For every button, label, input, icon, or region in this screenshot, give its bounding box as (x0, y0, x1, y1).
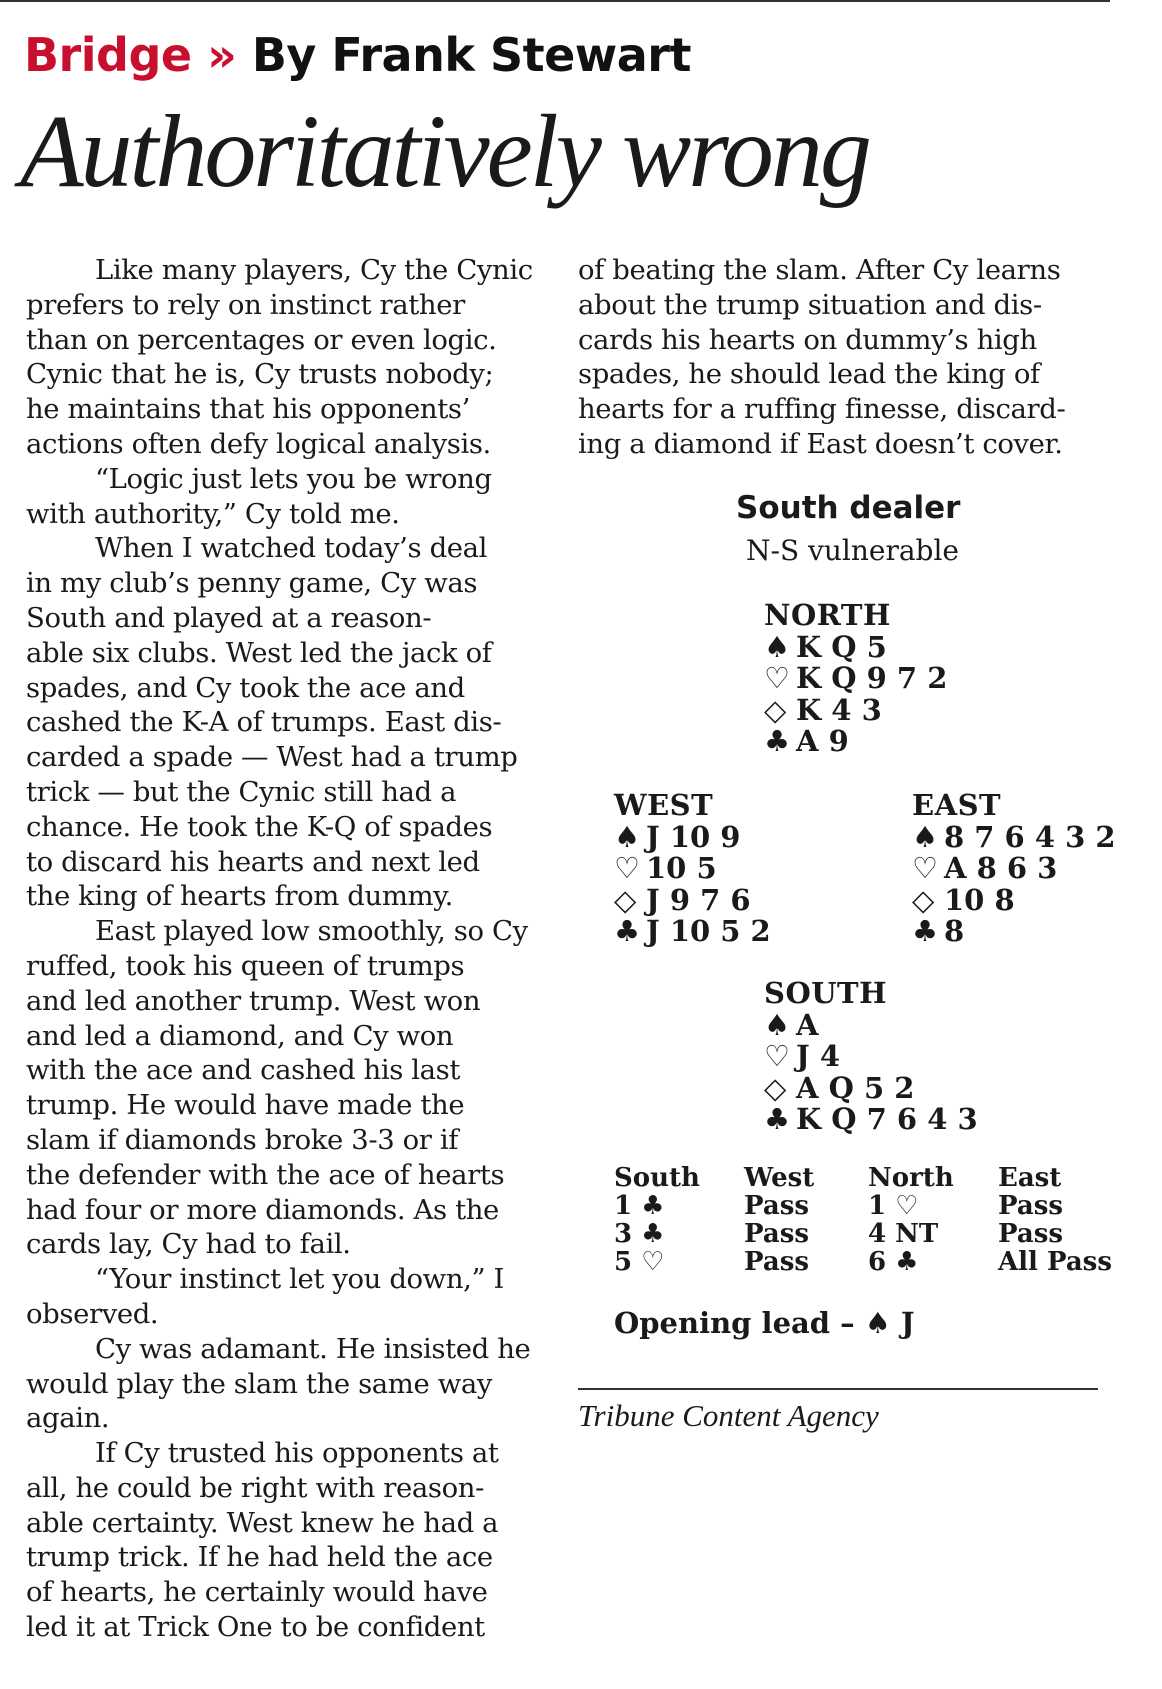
auction-header: West (744, 1163, 815, 1193)
byline: By Frank Stewart (251, 28, 691, 82)
hand-label: EAST (912, 788, 1002, 822)
article-line: would play the slam the same way (26, 1367, 492, 1400)
suit-diamonds: ◇ A Q 5 2 (764, 1070, 915, 1105)
vulnerability-label: N-S vulnerable (746, 534, 959, 567)
article-column-right (578, 253, 1098, 462)
article-line: ruffed, took his queen of trumps (26, 949, 465, 982)
suit-hearts: ♡ A 8 6 3 (912, 851, 1058, 885)
article-line: slam if diamonds broke 3-3 or if (26, 1123, 459, 1156)
heart-icon: ♡ (764, 661, 790, 695)
suit-diamonds: ◇ J 9 7 6 (614, 882, 751, 917)
headline: Authoritatively wrong (20, 94, 869, 209)
auction-header: North (868, 1163, 954, 1193)
article-line: of beating the slam. After Cy learns (578, 254, 1061, 286)
article-line: to discard his hearts and next led (26, 845, 480, 878)
diamond-icon: ◇ (764, 692, 787, 727)
article-line: spades, he should lead the king of (578, 358, 1040, 391)
article-line: with the ace and cashed his last (26, 1054, 461, 1087)
auction-call: 6 ♣ (868, 1247, 919, 1277)
suit-spades: ♠ K Q 5 (764, 629, 887, 664)
suit-spades: ♠ J 10 9 (614, 819, 741, 854)
suit-hearts: ♡ 10 5 (614, 851, 717, 885)
hand-east (912, 790, 1116, 948)
suit-hearts: ♡ J 4 (764, 1039, 840, 1073)
article-line: led it at Trick One to be confident (26, 1611, 485, 1644)
suit-spades: ♠ A (764, 1007, 819, 1042)
article-line: East played low smoothly, so Cy (95, 915, 528, 948)
auction-call: 4 NT (868, 1219, 939, 1249)
suit-diamonds: ◇ 10 8 (912, 882, 1015, 917)
article-line: about the trump situation and dis- (578, 288, 1042, 321)
article-line: and led a diamond, and Cy won (26, 1019, 454, 1052)
auction-call: Pass (744, 1191, 809, 1221)
top-rule (0, 0, 1110, 2)
article-line: trick — but the Cynic still had a (26, 775, 457, 808)
suit-clubs: ♣ J 10 5 2 (614, 914, 771, 948)
opening-lead: Opening lead – ♠ J (614, 1306, 915, 1340)
article-line: all, he could be right with reason- (26, 1471, 484, 1504)
article-line: actions often defy logical analysis. (26, 427, 491, 460)
suit-clubs: ♣ K Q 7 6 4 3 (764, 1102, 978, 1136)
article-line: South and played at a reason- (26, 601, 432, 634)
article-line: When I watched today’s deal (95, 532, 488, 565)
auction-call: 5 ♡ (614, 1247, 665, 1277)
auction-call: Pass (744, 1247, 809, 1277)
spade-icon: ♠ (764, 629, 790, 664)
divider (578, 1388, 1098, 1390)
heart-icon: ♡ (614, 851, 640, 885)
auction-header: South (614, 1163, 700, 1193)
hand-south (764, 978, 978, 1136)
article-line: he maintains that his opponents’ (26, 393, 470, 426)
article-column-left (26, 253, 551, 1645)
article-line: ing a diamond if East doesn’t cover. (578, 427, 1063, 460)
section-name: Bridge (24, 28, 192, 82)
heart-icon: ♡ (764, 1039, 790, 1073)
article-line: Like many players, Cy the Cynic (95, 254, 533, 286)
auction-column-south (614, 1164, 700, 1276)
article-line: again. (26, 1402, 110, 1435)
spade-icon: ♠ (912, 819, 938, 854)
auction-header: East (998, 1163, 1062, 1193)
hand-label: NORTH (764, 598, 891, 632)
article-line: hearts for a ruffing finesse, discard- (578, 393, 1066, 426)
diamond-icon: ◇ (764, 1070, 787, 1105)
auction-column-north (868, 1164, 954, 1276)
auction-call: Pass (998, 1191, 1063, 1221)
article-line: trump trick. If he had held the ace (26, 1541, 493, 1574)
club-icon: ♣ (912, 914, 938, 948)
article-line: chance. He took the K-Q of spades (26, 810, 493, 843)
article-line: than on percentages or even logic. (26, 323, 497, 356)
spade-icon: ♠ (614, 819, 640, 854)
spade-icon: ♠ (764, 1007, 790, 1042)
article-line: the defender with the ace of hearts (26, 1158, 505, 1191)
article-line: cards his hearts on dummy’s high (578, 323, 1037, 356)
auction-column-west (744, 1164, 814, 1276)
credit-line: Tribune Content Agency (578, 1398, 879, 1433)
diamond-icon: ◇ (614, 882, 637, 917)
article-line: able certainty. West knew he had a (26, 1506, 499, 1539)
article-line: cashed the K-A of trumps. East dis- (26, 706, 502, 739)
article-line: had four or more diamonds. As the (26, 1193, 499, 1226)
article-line: observed. (26, 1297, 159, 1330)
article-line: cards lay, Cy had to fail. (26, 1228, 351, 1261)
auction-call: 1 ♣ (614, 1191, 665, 1221)
hand-label: SOUTH (764, 976, 887, 1010)
auction-call: 3 ♣ (614, 1219, 665, 1249)
article-line: carded a spade — West had a trump (26, 741, 518, 774)
auction-call: Pass (998, 1219, 1063, 1249)
article-line: prefers to rely on instinct rather (26, 288, 465, 321)
article-line: with authority,” Cy told me. (26, 497, 400, 530)
article-line: spades, and Cy took the ace and (26, 671, 465, 704)
article-line: “Your instinct let you down,” I (95, 1263, 504, 1296)
dealer-label: South dealer (736, 490, 961, 526)
hand-label: WEST (614, 788, 714, 822)
article-line: trump. He would have made the (26, 1089, 465, 1122)
suit-clubs: ♣ A 9 (764, 724, 849, 758)
hand-west (614, 790, 771, 948)
column-kicker (24, 28, 691, 82)
suit-diamonds: ◇ K 4 3 (764, 692, 882, 727)
auction-column-east (998, 1164, 1112, 1276)
hand-north (764, 600, 947, 758)
club-icon: ♣ (764, 1102, 790, 1136)
article-line: able six clubs. West led the jack of (26, 636, 492, 669)
suit-clubs: ♣ 8 (912, 914, 965, 948)
article-line: Cy was adamant. He insisted he (95, 1332, 531, 1365)
article-line: of hearts, he certainly would have (26, 1576, 488, 1609)
auction-call: Pass (744, 1219, 809, 1249)
article-line: the king of hearts from dummy. (26, 880, 453, 913)
article-line: in my club’s penny game, Cy was (26, 567, 478, 600)
club-icon: ♣ (764, 724, 790, 758)
suit-hearts: ♡ K Q 9 7 2 (764, 661, 948, 695)
suit-spades: ♠ 8 7 6 4 3 2 (912, 819, 1116, 854)
kicker-separator: » (207, 28, 237, 82)
auction-call: 1 ♡ (868, 1191, 919, 1221)
heart-icon: ♡ (912, 851, 938, 885)
article-line: Cynic that he is, Cy trusts nobody; (26, 358, 494, 391)
auction-call: All Pass (998, 1247, 1112, 1277)
article-line: “Logic just lets you be wrong (95, 462, 492, 495)
article-line: and led another trump. West won (26, 984, 481, 1017)
club-icon: ♣ (614, 914, 640, 948)
diamond-icon: ◇ (912, 882, 935, 917)
article-line: If Cy trusted his opponents at (95, 1437, 499, 1470)
